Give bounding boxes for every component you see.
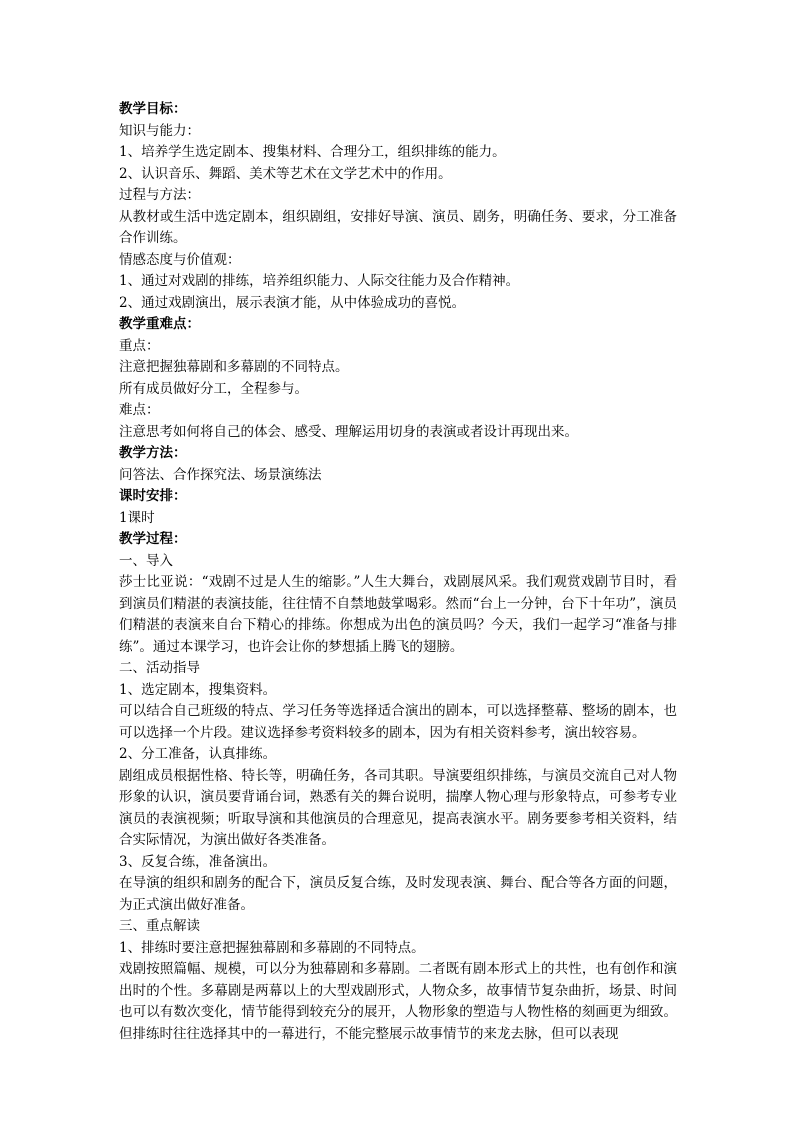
paragraph: 从教材或生活中选定剧本，组织剧组，安排好导演、演员、剧务，明确任务、要求，分工准备合作训练。: [119, 208, 677, 246]
paragraph: 难点：: [119, 402, 160, 418]
section-heading: 教学重难点：: [119, 316, 200, 332]
paragraph: 莎士比亚说：“戏剧不过是人生的缩影。”人生大舞台，戏剧展风采。我们观赏戏剧节目时，看到演员们精湛的表演技能，往往情不自禁地鼓掌喝彩。然而“台上一分钟，台下十年功”，演员们精湛的表演来自台下精心的排练。你想成为出色的演员吗？今天，我们一起学习“准备与排练”。通过本课学习，也许会让你的梦想插上腾飞的翅膀。: [119, 574, 677, 655]
section-heading: 教学方法：: [119, 445, 187, 461]
section-heading: 课时安排：: [119, 488, 187, 504]
paragraph: 1、通过对戏剧的排练，培养组织能力、人际交往能力及合作精神。: [119, 273, 520, 289]
paragraph: 1课时: [119, 509, 155, 526]
paragraph: 2、分工准备，认真排练。: [119, 746, 277, 762]
paragraph: 2、认识音乐、舞蹈、美术等艺术在文学艺术中的作用。: [119, 165, 452, 182]
paragraph: 三、重点解读: [119, 918, 200, 934]
paragraph: 问答法、合作探究法、场景演练法: [119, 466, 322, 483]
paragraph: 所有成员做好分工，全程参与。: [119, 380, 308, 397]
paragraph: 知识与能力：: [119, 122, 200, 139]
paragraph: 戏剧按照篇幅、规模，可以分为独幕剧和多幕剧。二者既有剧本形式上的共性，也有创作和演出时的个性。多幕剧是两幕以上的大型戏剧形式，人物众多，故事情节复杂曲折，场景、时间也可以有数次变化，情节能得到较充分的展开，人物形象的塑造与人物性格的刻画更为细致。但排练时往往选择其中的一幕进行，不能完整展示故事情节的来龙去脉，但可以表现: [119, 961, 677, 1042]
paragraph: 二、活动指导: [119, 660, 200, 676]
paragraph: 重点：: [119, 337, 160, 354]
paragraph: 1、选定剧本，搜集资料。: [119, 681, 277, 698]
paragraph: 注意思考如何将自己的体会、感受、理解运用切身的表演或者设计再现出来。: [119, 423, 578, 440]
paragraph: 3、反复合练，准备演出。: [119, 853, 277, 870]
paragraph: 情感态度与价值观：: [119, 251, 241, 268]
paragraph: 在导演的组织和剧务的配合下，演员反复合练，及时发现表演、舞台、配合等各方面的问题，为正式演出做好准备。: [119, 875, 677, 913]
section-heading: 教学过程：: [119, 531, 187, 547]
paragraph: 1、培养学生选定剧本、搜集材料、合理分工，组织排练的能力。: [119, 144, 506, 160]
section-heading: 教学目标：: [119, 101, 187, 117]
paragraph: 一、导入: [119, 552, 173, 569]
paragraph: 可以结合自己班级的特点、学习任务等选择适合演出的剧本，可以选择整幕、整场的剧本，也可以选择一个片段。建议选择参考资料较多的剧本，因为有相关资料参考，演出较容易。: [119, 703, 677, 741]
paragraph: 注意把握独幕剧和多幕剧的不同特点。: [119, 359, 349, 375]
paragraph: 剧组成员根据性格、特长等，明确任务，各司其职。导演要组织排练，与演员交流自己对人物形象的认识，演员要背诵台词，熟悉有关的舞台说明，揣摩人物心理与形象特点，可参考专业演员的表演视频；听取导演和其他演员的合理意见，提高表演水平。剧务要参考相关资料，结合实际情况，为演出做好各类准备。: [119, 767, 677, 848]
paragraph: 2、通过戏剧演出，展示表演才能，从中体验成功的喜悦。: [119, 294, 466, 311]
paragraph: 1、排练时要注意把握独幕剧和多幕剧的不同特点。: [119, 939, 425, 956]
paragraph: 过程与方法：: [119, 187, 200, 203]
document-body: [119, 99, 677, 1045]
